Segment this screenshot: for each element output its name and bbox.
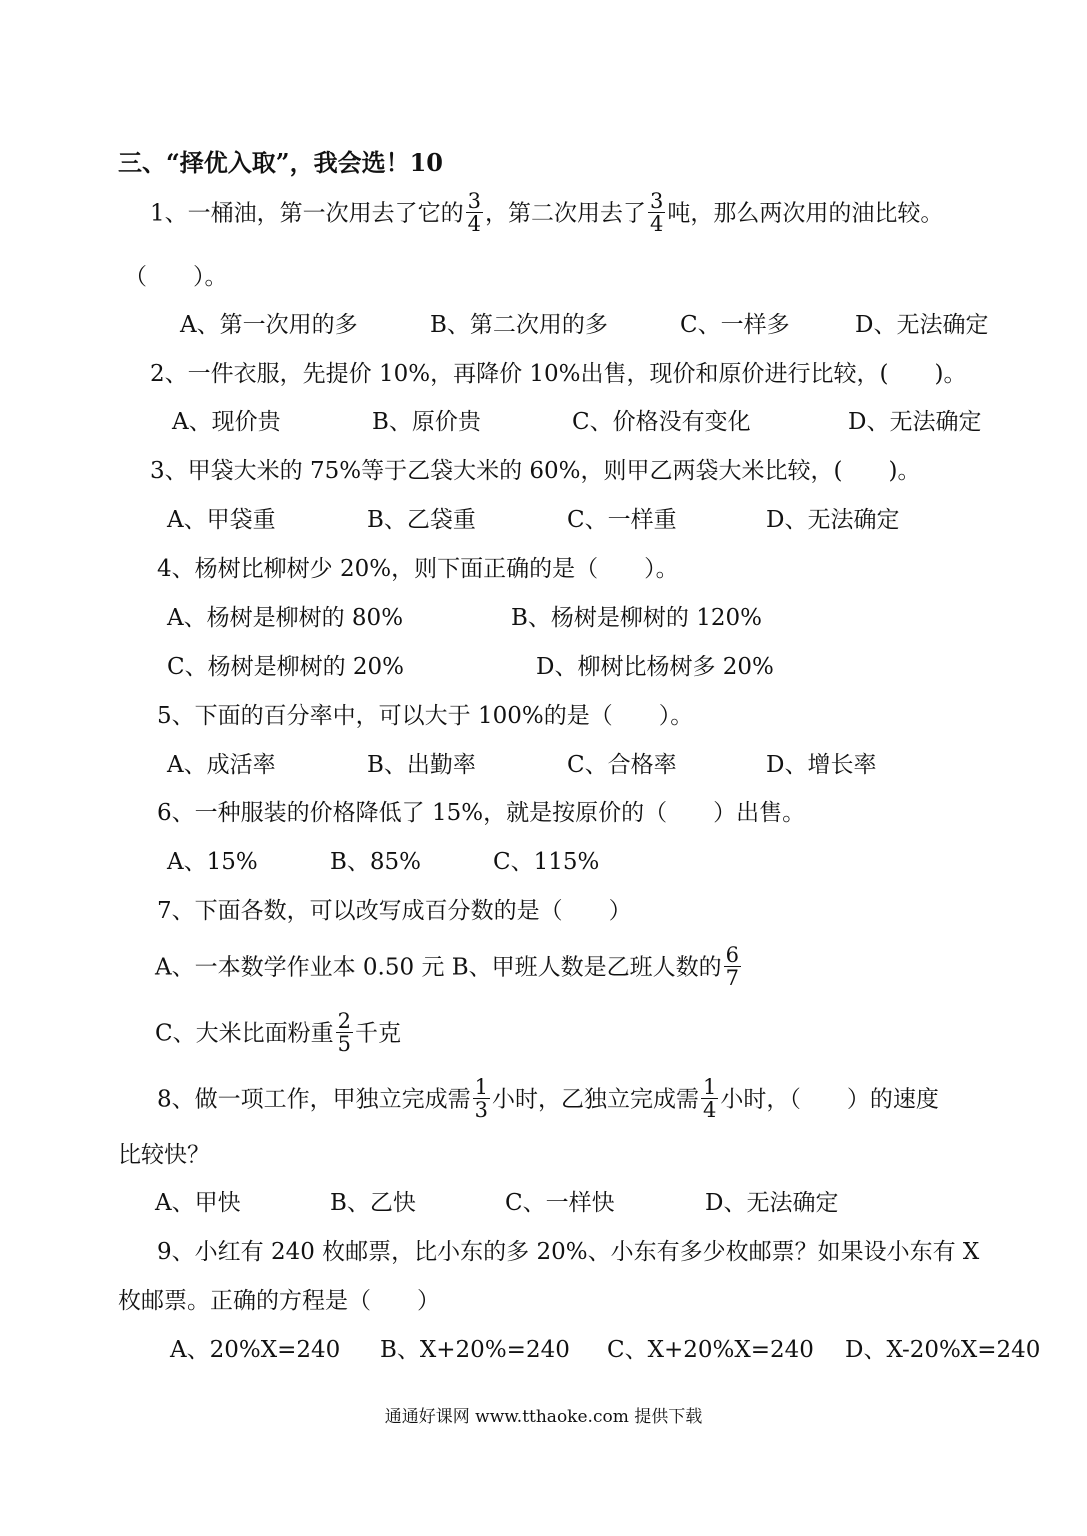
q1-text-1: 1、一桶油，第一次用去了它的 [150, 200, 464, 227]
q5-option-b: B、出勤率 [367, 752, 476, 778]
q7-c-fraction-num: 2 [337, 1009, 351, 1033]
q5-option-d: D、增长率 [766, 752, 877, 778]
q7-option-b: B、甲班人数是乙班人数的 [451, 954, 722, 981]
q7-option-c-tail: 千克 [354, 1020, 401, 1047]
q1-fraction-2-num: 3 [650, 189, 664, 213]
q4-option-b: B、杨树是柳树的 120% [511, 605, 762, 631]
q8-option-a: A、甲快 [155, 1190, 241, 1216]
q7-b-fraction-num: 6 [725, 943, 740, 967]
q5-option-c: C、合格率 [567, 752, 677, 778]
q2-option-b: B、原价贵 [372, 409, 481, 435]
q7-options-ab [155, 943, 743, 991]
q8-fraction-1 [473, 1076, 490, 1121]
question-1-line-1 [150, 189, 944, 237]
page-footer: 通通好课网 www.tthaoke.com 提供下载 [384, 1407, 703, 1427]
question-4: 4、杨树比柳树少 20%，则下面正确的是（ ）。 [157, 556, 679, 582]
q7-option-a: A、一本数学作业本 0.50 元 [155, 954, 445, 981]
q2-option-d: D、无法确定 [848, 409, 982, 435]
q1-text-2: ，第二次用去了 [485, 200, 647, 227]
q8-option-d: D、无法确定 [705, 1190, 839, 1216]
q9-option-b: B、X+20%=240 [380, 1337, 570, 1363]
q9-option-a: A、20%X=240 [170, 1337, 341, 1363]
question-8-line-1 [157, 1075, 939, 1123]
q9-option-d: D、X-20%X=240 [845, 1337, 1041, 1363]
q1-option-b: B、第二次用的多 [430, 312, 608, 338]
section-title: 三、“择优入取”，我会选！10 [118, 148, 444, 177]
q7-option-c-line [155, 1009, 401, 1057]
q8-option-c: C、一样快 [505, 1190, 615, 1216]
q8-fraction-1-num: 1 [474, 1075, 489, 1099]
question-6: 6、一种服装的价格降低了 15%，就是按原价的（ ）出售。 [157, 800, 806, 826]
q3-option-c: C、一样重 [567, 507, 677, 533]
q4-option-a: A、杨树是柳树的 80% [167, 605, 404, 631]
q2-option-c: C、价格没有变化 [572, 409, 751, 435]
q1-fraction-2-den: 4 [650, 212, 664, 236]
q1-fraction-2 [648, 190, 665, 235]
q6-option-c: C、115% [493, 849, 600, 875]
question-2: 2、一件衣服，先提价 10%，再降价 10%出售，现价和原价进行比较，( )。 [150, 361, 967, 387]
q8-fraction-2-num: 1 [703, 1075, 717, 1099]
q1-fraction-1-num: 3 [467, 189, 482, 213]
question-9-line-1: 9、小红有 240 枚邮票，比小东的多 20%、小东有多少枚邮票？如果设小东有 X [157, 1239, 980, 1265]
q8-fraction-2-den: 4 [703, 1098, 717, 1122]
q7-b-fraction-den: 7 [725, 966, 740, 990]
q7-option-b-fraction [724, 944, 741, 989]
q6-option-a: A、15% [167, 849, 258, 875]
question-3: 3、甲袋大米的 75%等于乙袋大米的 60%，则甲乙两袋大米比较，( )。 [150, 458, 921, 484]
q1-fraction-1-den: 4 [467, 212, 482, 236]
q1-option-a: A、第一次用的多 [180, 312, 358, 338]
q7-option-c: C、大米比面粉重 [155, 1020, 334, 1047]
q8-option-b: B、乙快 [330, 1190, 416, 1216]
question-8-line-2: 比较快？ [118, 1142, 210, 1168]
q8-fraction-1-den: 3 [474, 1098, 489, 1122]
q5-option-a: A、成活率 [167, 752, 276, 778]
q4-option-c: C、杨树是柳树的 20% [167, 654, 405, 680]
q7-c-fraction-den: 5 [337, 1032, 351, 1056]
q8-text-1: 8、做一项工作，甲独立完成需 [157, 1086, 471, 1113]
q1-option-c: C、一样多 [680, 312, 790, 338]
q8-fraction-2 [701, 1076, 718, 1121]
q1-option-d: D、无法确定 [855, 312, 989, 338]
q1-fraction-1 [466, 190, 483, 235]
q1-text-3: 吨，那么两次用的油比较。 [667, 200, 944, 227]
q6-option-b: B、85% [330, 849, 422, 875]
q3-option-b: B、乙袋重 [367, 507, 476, 533]
q3-option-d: D、无法确定 [766, 507, 900, 533]
question-1-answer-blank: （ ）。 [124, 264, 228, 290]
question-7: 7、下面各数，可以改写成百分数的是（ ） [157, 898, 632, 924]
q2-option-a: A、现价贵 [172, 409, 281, 435]
q9-option-c: C、X+20%X=240 [607, 1337, 814, 1363]
question-5: 5、下面的百分率中，可以大于 100%的是（ ）。 [157, 703, 694, 729]
q7-option-c-fraction [336, 1010, 353, 1055]
q8-text-3: 小时，（ ）的速度 [720, 1086, 939, 1113]
q3-option-a: A、甲袋重 [167, 507, 276, 533]
q4-option-d: D、柳树比杨树多 20% [536, 654, 774, 680]
question-9-line-2: 枚邮票。正确的方程是（ ） [118, 1288, 440, 1314]
q8-text-2: 小时，乙独立完成需 [492, 1086, 700, 1113]
